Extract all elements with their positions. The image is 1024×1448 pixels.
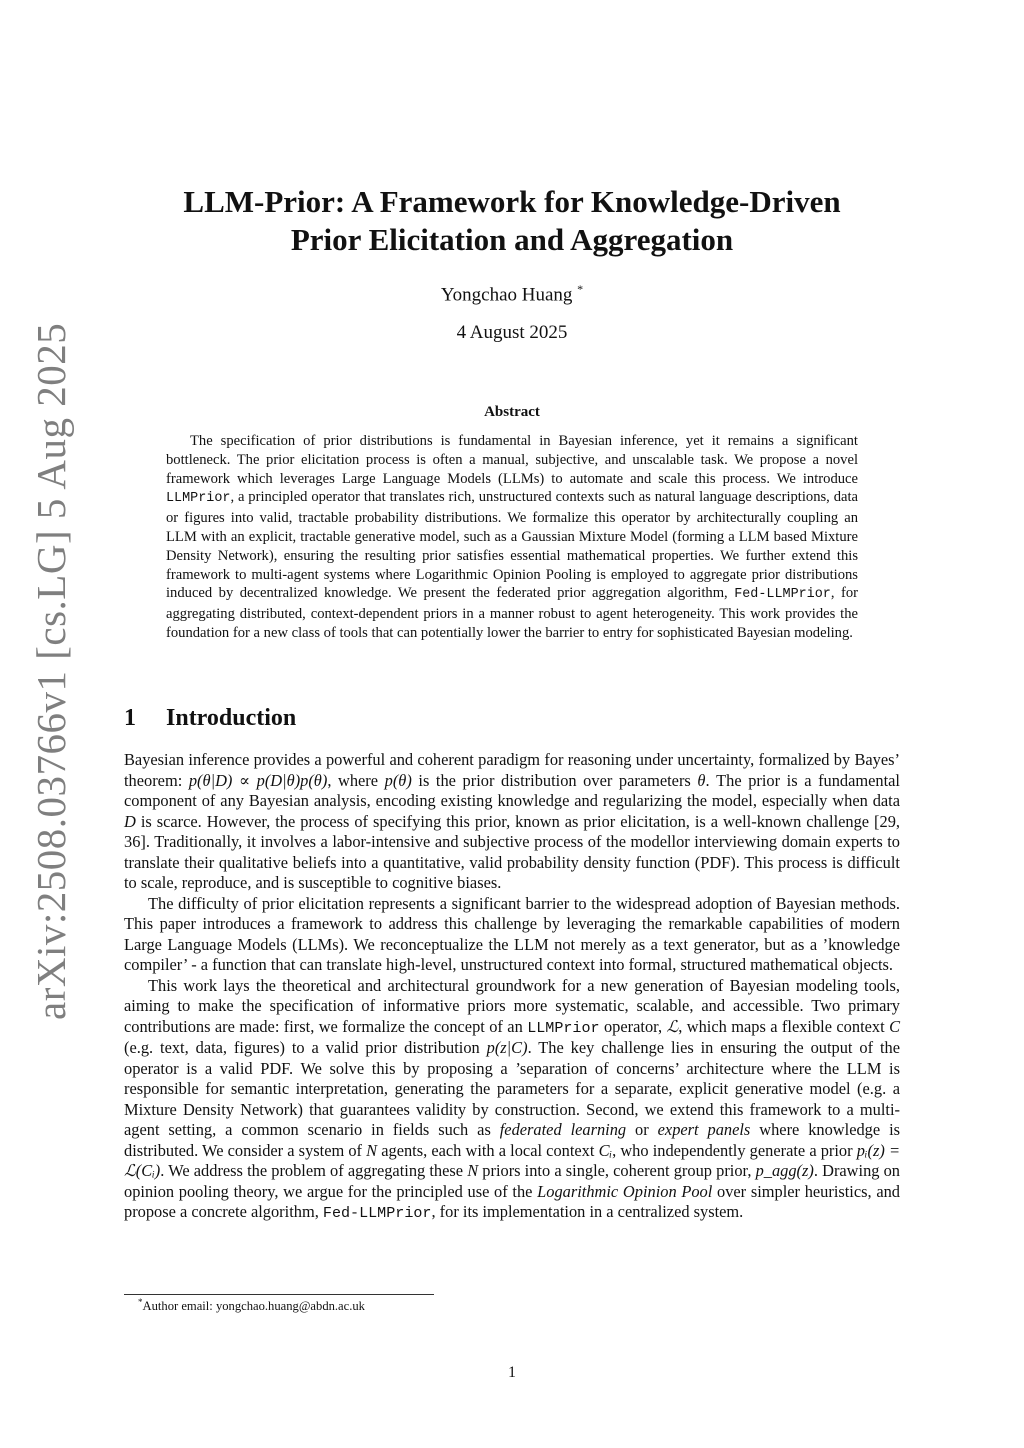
math-inline: ℒ [666, 1016, 679, 1036]
author-line [0, 282, 1024, 306]
intro-paragraph-2: The difficulty of prior elicitation represents a significant barrier to the widespread adoption of Bayesian methods. This paper introduces a framework to address this challenge by leveraging the remarkable capabilities of modern Large Language Models (LLMs). We reconceptualize the LLM not merely as a text generator, but as a ’knowledge compiler’ - a function that can translate high-level, unstructured context into formal, structured mathematical objects. [124, 893, 900, 974]
section-title: Introduction [166, 705, 297, 731]
footnote-text: Author email: yongchao.huang@abdn.ac.uk [142, 1299, 365, 1314]
section-heading-introduction [124, 705, 296, 732]
text-run: where knowledge is distributed. We consider a system of [124, 1120, 901, 1160]
text-run: is scarce. However, the process of specifying this prior, known as prior elicitation, is a well-known challenge [29, 36]. Traditionally, it involves a labor-intensive and subjective process of the modellor interviewing domain experts to translate their qualitative beliefs into a quantitative, valid probability density function (PDF). This process is difficult to scale, reproduce, and is susceptible to cognitive biases. [124, 811, 900, 892]
text-run: Bayesian inference provides a powerful and coherent paradigm for reasoning under uncertainty, formalized by Bayes’ theorem: [124, 750, 900, 790]
abstract-text: , for aggregating distributed, context-dependent priors in a manner robust to agent heterogeneity. This work provides the foundation for a new class of tools that can potentially lower the barrier to entry for sophisticated Bayesian modeling. [166, 585, 858, 641]
text-run: is the prior distribution over parameters [411, 770, 698, 790]
text-run: This work lays the theoretical and architectural groundwork for a new generation of Bayesian modeling tools, aiming to make the specification of informative priors more systematic, scalable, and accessible. Two primary contributions are made: first, we formalize the concept of an [124, 975, 900, 1036]
math-inline: p(θ) [384, 770, 412, 790]
footnote-divider [124, 1294, 434, 1295]
text-run: or [626, 1120, 658, 1139]
arxiv-identifier-stamp: arXiv:2508.03766v1 [cs.LG] 5 Aug 2025 [28, 322, 74, 1020]
math-inline: N [467, 1161, 479, 1180]
code-inline: Fed-LLMPrior [322, 1204, 432, 1222]
math-inline: N [366, 1140, 378, 1160]
abstract-heading: Abstract [484, 404, 540, 420]
footnote-mark: * [138, 1297, 143, 1307]
section-number: 1 [124, 705, 136, 731]
title-line-1: LLM-Prior: A Framework for Knowledge-Driven [183, 184, 841, 219]
intro-paragraph-1 [124, 750, 900, 894]
math-inline: D [124, 811, 136, 831]
code-inline: LLMPrior [527, 1018, 600, 1037]
text-run: . The key challenge lies in ensuring the output of the operator is a valid PDF. We solve this by proposing a ’separation of concerns’ architecture where the LLM is responsible for semantic interpretation, generating the parameters for a separate, explicit generative model (e.g. a Mixture Density Network) that guarantees validity by construction. Second, we extend this framework to a multi-agent setting, a common scenario in fields such as [124, 1038, 900, 1139]
math-inline: C [889, 1016, 900, 1036]
text-run: . The prior is a fundamental component of any Bayesian analysis, encoding existing knowledge and regularizing the model, especially when data [124, 770, 900, 810]
text-run: . We address the problem of aggregating these [160, 1161, 468, 1180]
text-run: over simpler heuristics, and propose a concrete algorithm, [124, 1181, 900, 1221]
text-run: priors into a single, coherent group prior, [478, 1161, 756, 1180]
footnote [138, 1297, 365, 1314]
emphasis: expert panels [657, 1120, 751, 1139]
intro-paragraph-3 [124, 976, 900, 1224]
math-inline: p(z|C) [486, 1038, 528, 1057]
paper-title [110, 183, 914, 259]
introduction-body [124, 750, 900, 1224]
math-inline: θ [697, 770, 706, 790]
page-number: 1 [508, 1364, 516, 1381]
math-inline: pᵢ(z) = ℒ(Cᵢ) [124, 1140, 901, 1180]
publication-date: 4 August 2025 [456, 322, 568, 343]
abstract-text: , a principled operator that translates rich, unstructured contexts such as natural language descriptions, data or figures into valid, tractable probability distributions. We formalize this operator by architecturally coupling an LLM with an explicit, tractable generative model, such as a Gaussian Mixture Model (forming a LLM based Mixture Density Network), ensuring the resulting prior satisfies essential mathematical properties. We further extend this framework to multi-agent systems where Logarithmic Opinion Pooling is employed to aggregate prior distributions induced by decentralized knowledge. We present the federated prior aggregation algorithm, [166, 489, 858, 602]
abstract-code-fed-llmprior: Fed-LLMPrior [734, 587, 831, 603]
text-run: , for its implementation in a centralized system. [431, 1202, 744, 1221]
abstract-text: The specification of prior distributions is fundamental in Bayesian inference, yet it remains a significant bottleneck. The prior elicitation process is often a manual, subjective, and unscalable task. We propose a novel framework which leverages Large Language Models (LLMs) to automate and scale this process. We introduce [166, 433, 858, 487]
abstract-body [166, 432, 858, 643]
text-run: operator, [599, 1016, 667, 1036]
text-run: . Drawing on opinion pooling theory, we argue for the principled use of the [124, 1161, 901, 1201]
abstract-code-llmprior: LLMPrior [166, 491, 231, 507]
math-inline: Cᵢ [598, 1140, 613, 1160]
title-line-2: Prior Elicitation and Aggregation [290, 222, 734, 257]
author-name: Yongchao Huang [440, 284, 573, 306]
text-run: , which maps a flexible context [678, 1016, 890, 1036]
emphasis: federated learning [499, 1120, 627, 1139]
text-run: , who independently generate a prior [612, 1140, 857, 1160]
math-inline: p(θ|D) ∝ p(D|θ)p(θ) [188, 770, 328, 790]
text-run: , where [327, 770, 385, 790]
math-inline: p_agg(z) [755, 1161, 814, 1180]
emphasis: Logarithmic Opinion Pool [537, 1181, 713, 1201]
text-run: agents, each with a local context [377, 1140, 599, 1160]
text-run: (e.g. text, data, figures) to a valid prior distribution [124, 1038, 487, 1057]
author-footnote-mark: * [577, 282, 584, 296]
